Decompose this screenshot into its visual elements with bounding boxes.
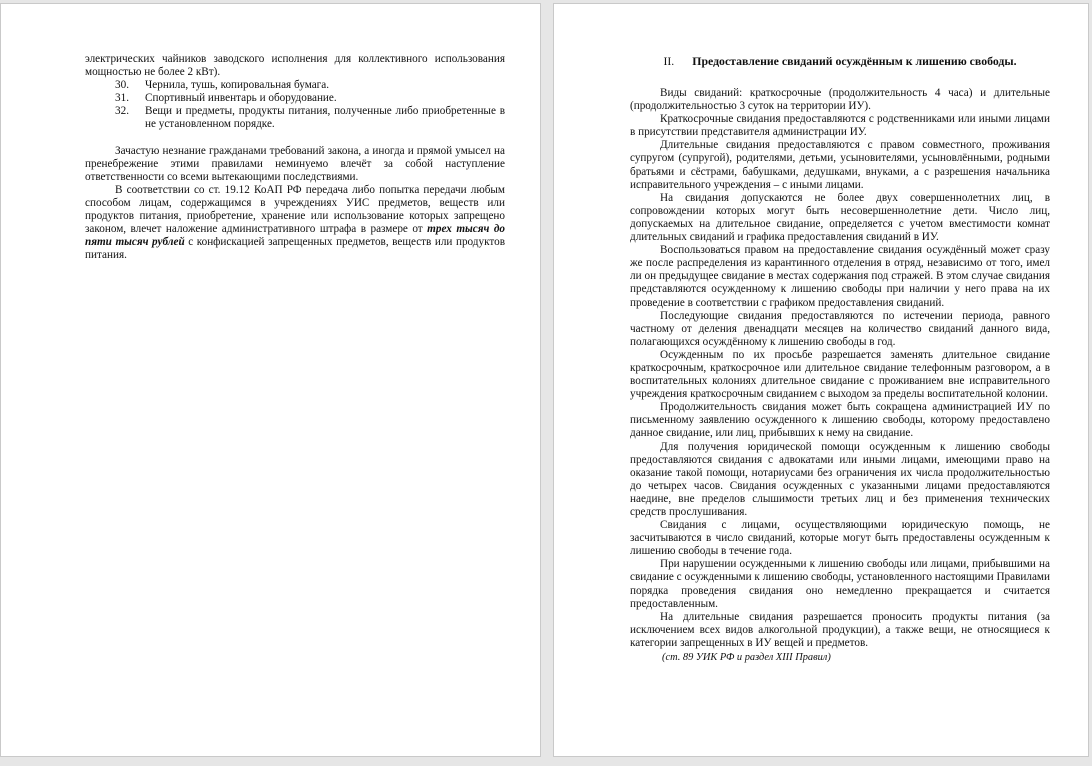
section-title: Предоставление свиданий осуждённым к лишению свободы. (692, 54, 1017, 68)
source-citation: (ст. 89 УИК РФ и раздел XIII Правил) (662, 652, 831, 664)
list-text: Чернила, тушь, копировальная бумага. (145, 79, 330, 92)
document-page-right (553, 3, 1089, 757)
continuation-text: электрических чайников заводского исполнения для коллективного использования мощностью не более 2 кВт). (85, 53, 505, 79)
section-number: II. (663, 54, 675, 68)
penalty-amount-emphasis: трех тысяч до пяти тысяч рублей (85, 223, 505, 249)
paragraph: На свидания допускаются не более двух совершеннолетних лиц, в сопровождении которых могут быть несовершеннолетние дети. Число лиц, допускаемых на длительное свидание, определяется с учетом вместимости комнат длительных свиданий и графика предоставления свиданий в ИУ. (630, 191, 1050, 244)
paragraph: Краткосрочные свидания предоставляются с родственниками или иными лицами в присутствии представителя администрации ИУ. (630, 113, 1050, 139)
page-right-content (630, 54, 1050, 664)
list-text: Спортивный инвентарь и оборудование. (145, 92, 337, 105)
list-number: 31. (115, 92, 129, 105)
document-page-left (0, 3, 541, 757)
paragraph-penalty (85, 184, 505, 263)
list-item (85, 105, 505, 131)
paragraph: Виды свиданий: краткосрочные (продолжительность 4 часа) и длительные (продолжительностью 3 суток на территории ИУ). (630, 87, 1050, 113)
paragraph: На длительные свидания разрешается проносить продукты питания (за исключением всех видов алкогольной продукции), а также вещи, не относящиеся к категории запрещенных в ИУ вещей и предметов. (630, 610, 1050, 649)
paragraph: Длительные свидания предоставляются с правом совместного, проживания супругом (супругой), родителями, детьми, усыновителями, усыновлёнными, родными братьями и сёстрами, бабушками, дедушками, внуками, а с разрешения начальника исправительного учреждения – с иными лицами. (630, 139, 1050, 191)
list-number: 30. (115, 79, 129, 92)
list-item (85, 92, 505, 105)
paragraph: Зачастую незнание гражданами требований закона, а иногда и прямой умысел на пренебрежение этими правилами неминуемо влечёт за собой наступление ответственности со всеми вытекающими последствиями. (85, 144, 505, 183)
list-text: Вещи и предметы, продукты питания, полученные либо приобретенные в не установленном порядке. (145, 105, 505, 131)
paragraph: Для получения юридической помощи осужденным к лишению свободы предоставляются свидания с адвокатами или иными лицами, имеющими право на оказание такой помощи, нотариусами без ограничения их числа продолжительностью до четырех часов. Свидания осужденных с указанными лицами предоставляются наедине, вне пределов слышимости третьих лиц и без применения технических средств прослушивания. (630, 440, 1050, 518)
paragraph: Воспользоваться правом на предоставление свидания осуждённый может сразу же после распределения из карантинного отделения в отряд, независимо от того, имел ли он предыдущее свидание в местах содержания под стражей. В этом случае свидания представляются осужденному к лишению свободы при наличии у него права на их проведение в соответствии с графиком предоставления свиданий. (630, 244, 1050, 309)
paragraph: Осужденным по их просьбе разрешается заменять длительное свидание краткосрочным, краткосрочное или длительное свидание телефонным разговором, а в воспитательных колониях длительное свидание с проживанием вне исправительного учреждения краткосрочным свиданием с выходом за пределы воспитательной колонии. (630, 348, 1050, 401)
paragraph: Последующие свидания предоставляются по истечении периода, равного частному от деления двенадцати месяцев на количество свиданий данного вида, полагающихся осуждённому к лишению свободы в год. (630, 309, 1050, 348)
paragraph: Продолжительность свидания может быть сокращена администрацией ИУ по письменному заявлению осужденного к лишению свободы, которому предоставлено данное свидание, или лиц, прибывших к нему на свидание. (630, 401, 1050, 440)
paragraph: Свидания с лицами, осуществляющими юридическую помощь, не засчитываются в число свиданий, которые могут быть предоставлены осужденным к лишению свободы в течение года. (630, 519, 1050, 558)
paragraph: При нарушении осужденными к лишению свободы или лицами, прибывшими на свидание с осужденными к лишению свободы, установленного настоящими Правилами порядка проведения свидания оно немедленно прекращается и считается предоставленным. (630, 558, 1050, 610)
paragraph-spacer (85, 132, 505, 145)
section-heading (630, 54, 1050, 68)
list-item (85, 79, 505, 92)
penalty-text-before: В соответствии со ст. 19.12 КоАП РФ передача либо попытка передачи любым способом лицам, содержащимся в учреждениях УИС предметов, веществ или продуктов питания, приобретение, хранение или использование которых запрещено законом, влечет наложение административного штрафа в размере от (85, 183, 505, 236)
list-number: 32. (115, 105, 129, 118)
penalty-text-after: с конфискацией запрещенных предметов, веществ или продуктов питания. (85, 236, 505, 262)
page-left-content (85, 53, 505, 262)
